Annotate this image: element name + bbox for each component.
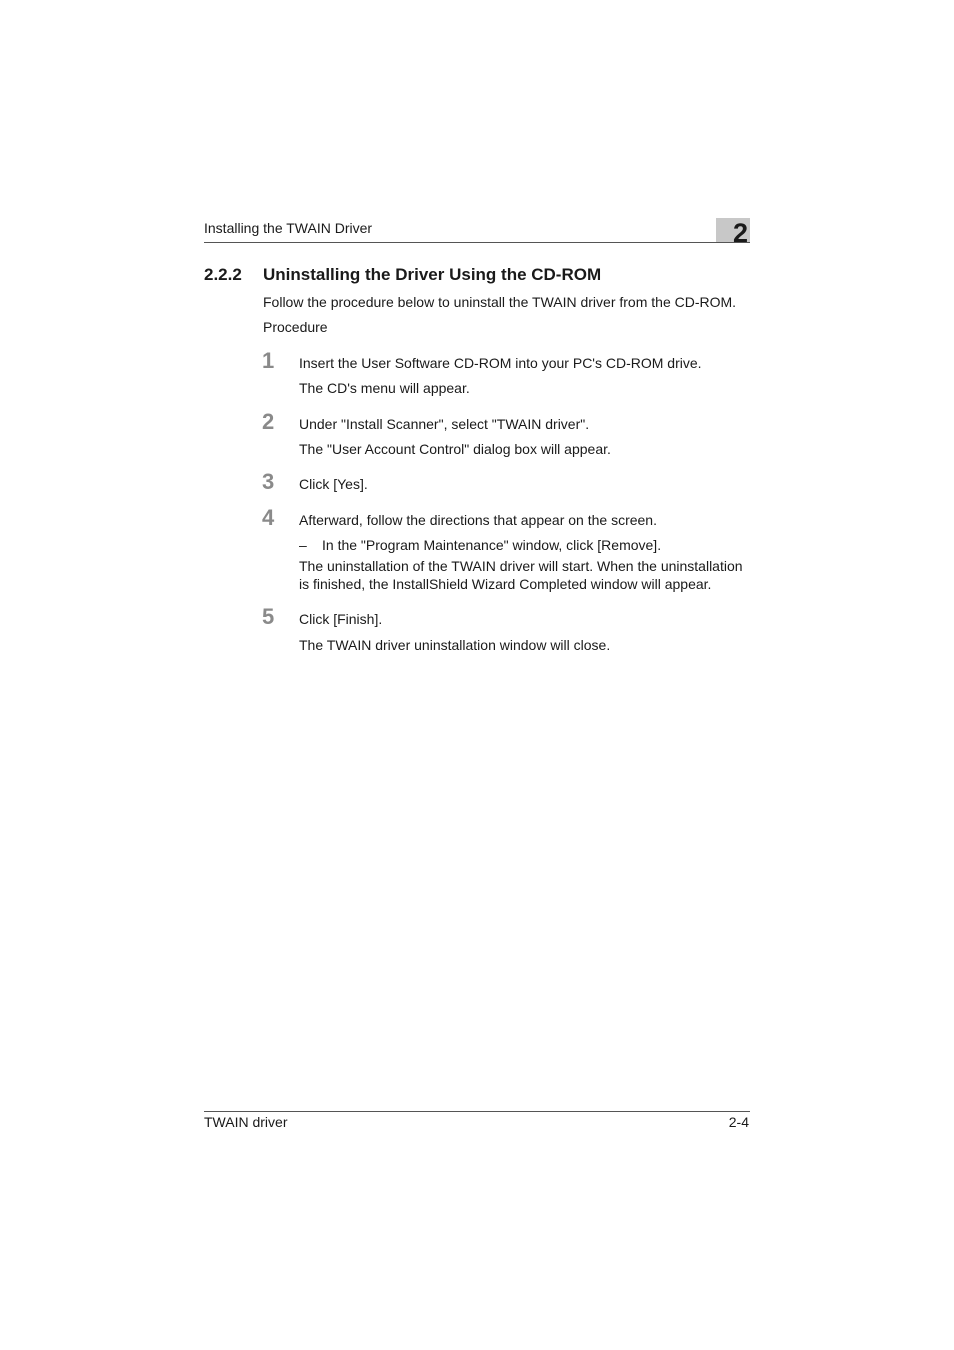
step-number-5: 5 [262, 604, 275, 629]
step-2-instruction: Under "Install Scanner", select "TWAIN driver". [299, 416, 590, 432]
section-number: 2.2.2 [204, 265, 242, 284]
chapter-number: 2 [732, 218, 748, 248]
page-number: 2-4 [728, 1114, 749, 1130]
procedure-label: Procedure [263, 319, 328, 335]
step-2-result: The "User Account Control" dialog box will appear. [299, 441, 611, 457]
step-4-result-line-2: is finished, the InstallShield Wizard Completed window will appear. [299, 576, 712, 592]
step-4-sub-item: In the "Program Maintenance" window, click [Remove]. [322, 537, 662, 553]
step-number-1: 1 [262, 348, 275, 373]
step-number-4: 4 [262, 505, 275, 530]
step-3-instruction: Click [Yes]. [299, 476, 368, 492]
step-number-2: 2 [262, 409, 275, 434]
chapter-badge [716, 218, 750, 248]
footer-divider [204, 1111, 750, 1112]
step-1-instruction: Insert the User Software CD-ROM into your PC's CD-ROM drive. [299, 355, 702, 371]
step-5-result: The TWAIN driver uninstallation window will close. [299, 637, 611, 653]
step-4-result-line-1: The uninstallation of the TWAIN driver will start. When the uninstallation [299, 558, 743, 574]
running-header-title: Installing the TWAIN Driver [204, 220, 373, 236]
header-divider [204, 242, 750, 243]
footer-document-title: TWAIN driver [204, 1114, 288, 1130]
step-4-instruction: Afterward, follow the directions that appear on the screen. [299, 512, 657, 528]
section-title: Uninstalling the Driver Using the CD-ROM [263, 265, 602, 284]
section-heading [204, 265, 601, 285]
step-1-result: The CD's menu will appear. [299, 380, 470, 396]
step-5-instruction: Click [Finish]. [299, 611, 383, 627]
step-4-sub-dash: – [299, 537, 307, 553]
step-number-3: 3 [262, 469, 275, 494]
section-intro: Follow the procedure below to uninstall the TWAIN driver from the CD-ROM. [263, 294, 737, 310]
